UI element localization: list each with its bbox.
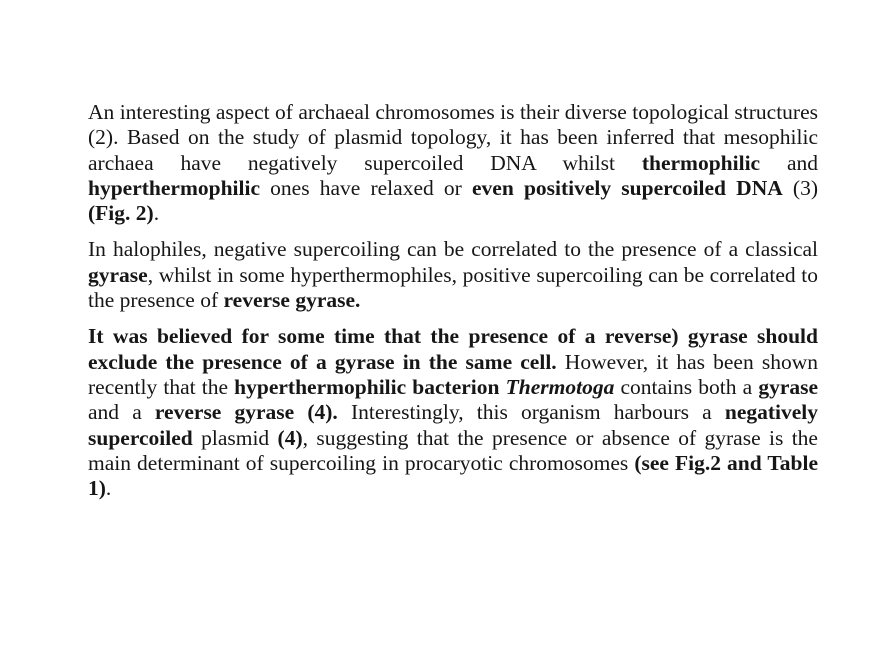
text-run: and a bbox=[88, 400, 155, 425]
citation-ref: (4) bbox=[277, 425, 303, 450]
text-run: plasmid bbox=[192, 425, 278, 450]
text-run: However, it has been shown recently that the bbox=[88, 349, 818, 399]
term-thermophilic: thermophilic bbox=[641, 150, 761, 175]
text-run: ones have relaxed or bbox=[260, 175, 472, 200]
text-run: and bbox=[760, 150, 818, 175]
term-reverse-gyrase: reverse gyrase. bbox=[223, 288, 361, 313]
text-run: . bbox=[105, 476, 112, 501]
text-run: contains both a bbox=[614, 374, 759, 399]
text-run: , whilst in some hyperthermophiles, positive supercoiling can be correlated to the presence of bbox=[88, 262, 818, 313]
term-thermotoga: Thermotoga bbox=[505, 374, 615, 399]
text-run: . bbox=[153, 201, 160, 226]
text-run: , suggesting that the presence or absence of gyrase is the main determinant of supercoiling in procaryotic chromosomes bbox=[88, 425, 818, 475]
text-run: In halophiles, negative supercoiling can be correlated to the presence of a classical bbox=[88, 237, 818, 262]
citation-ref: (3) bbox=[782, 175, 818, 200]
document-body bbox=[88, 100, 818, 512]
term-hyperthermophilic-bacterion: hyperthermophilic bacterion bbox=[234, 374, 506, 399]
term-positively-supercoiled: even positively supercoiled DNA bbox=[471, 175, 783, 200]
paragraph-halophiles bbox=[88, 237, 818, 313]
paragraph-archaeal-topology bbox=[88, 100, 818, 226]
figure-ref: (Fig. 2) bbox=[88, 201, 154, 226]
term-hyperthermophilic: hyperthermophilic bbox=[88, 175, 260, 200]
lead-sentence: It was believed for some time that the presence of a reverse) gyrase should exclude the presence of a gyrase in the same cell. bbox=[88, 324, 818, 374]
term-reverse-gyrase-citation: reverse gyrase (4). bbox=[154, 400, 338, 425]
figure-table-ref: (see Fig.2 and Table 1) bbox=[88, 450, 818, 501]
paragraph-thermotoga bbox=[88, 324, 818, 501]
text-run: An interesting aspect of archaeal chromosomes is their diverse topological structures (2). Based on the study of plasmid topology, it has been inferred that mesophilic archaea have negatively supercoiled DNA whilst bbox=[88, 100, 818, 175]
term-gyrase: gyrase bbox=[88, 262, 148, 287]
text-run: Interestingly, this organism harbours a bbox=[337, 400, 725, 425]
term-negatively-supercoiled: negatively supercoiled bbox=[88, 400, 819, 450]
term-gyrase: gyrase bbox=[758, 374, 819, 399]
